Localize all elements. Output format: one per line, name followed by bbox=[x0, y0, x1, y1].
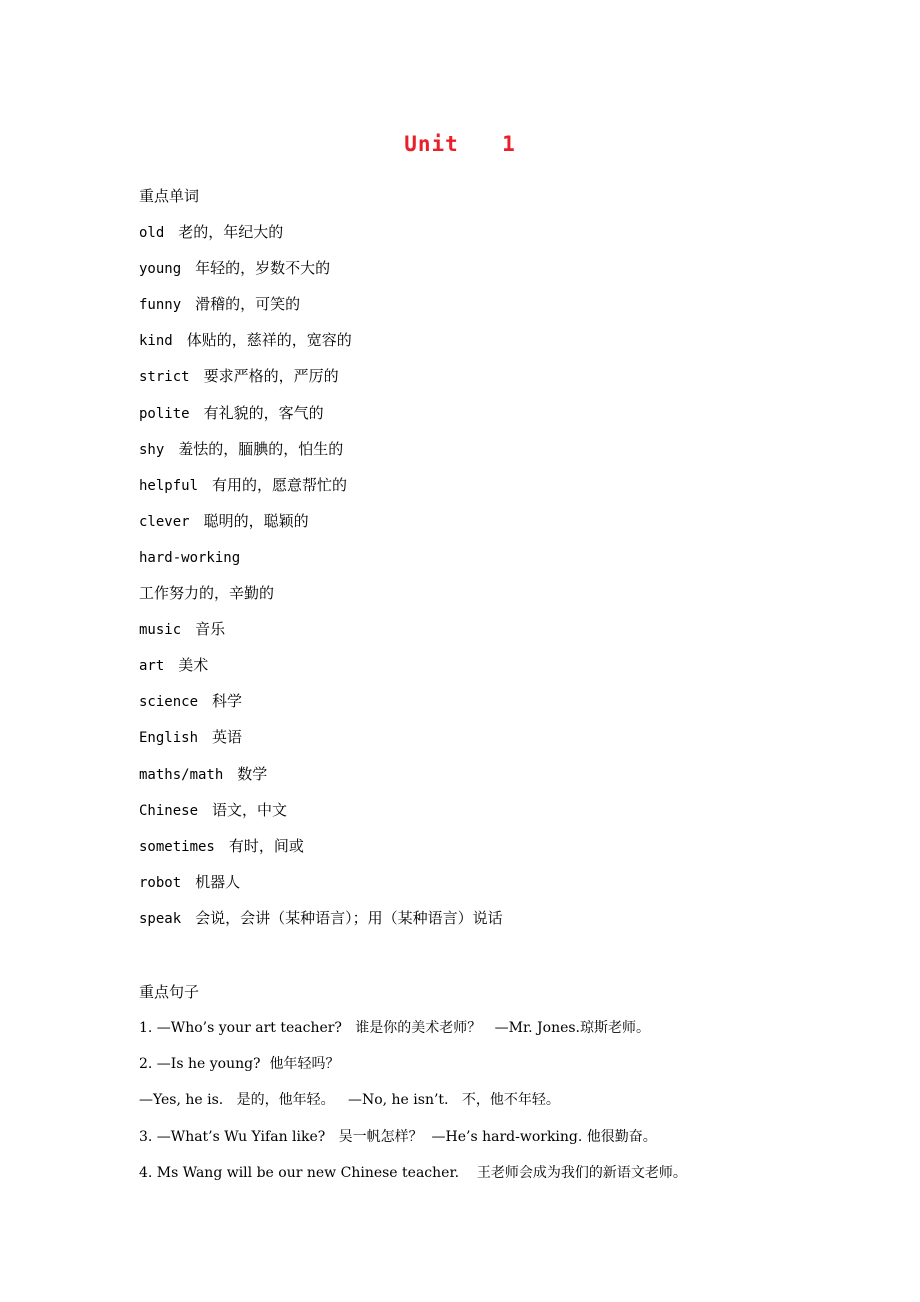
vocab-meaning: 音乐 bbox=[195, 620, 226, 639]
vocab-meaning: 有用的，愿意帮忙的 bbox=[212, 475, 348, 494]
vocab-word: helpful bbox=[139, 477, 199, 494]
sentences-heading: 重点句子 bbox=[139, 983, 200, 1001]
vocab-meaning: 要求严格的，严厉的 bbox=[203, 367, 339, 386]
vocab-meaning: 有时，间或 bbox=[228, 836, 304, 855]
vocab-item bbox=[139, 511, 309, 532]
vocab-item bbox=[139, 691, 242, 712]
vocab-word: robot bbox=[139, 874, 182, 891]
vocab-meaning: 老的，年纪大的 bbox=[178, 223, 284, 241]
sentence-item: 3. —What’s Wu Yifan like? 吴一帆怎样？ —He’s hard-working. 他很勤奋。 bbox=[139, 1128, 657, 1145]
vocab-item bbox=[139, 330, 352, 351]
sentence-item: —Yes, he is. 是的，他年轻。 —No, he isn’t. 不，他不年轻。 bbox=[139, 1092, 560, 1109]
vocab-word: sometimes bbox=[139, 838, 215, 855]
vocab-word: English bbox=[139, 730, 199, 747]
vocab-item bbox=[139, 583, 274, 603]
vocab-word: music bbox=[139, 622, 182, 639]
vocab-meaning: 科学 bbox=[212, 692, 243, 711]
vocab-item bbox=[139, 403, 324, 424]
vocab-meaning: 滑稽的，可笑的 bbox=[195, 295, 301, 314]
vocab-word: clever bbox=[139, 513, 190, 530]
vocab-meaning: 机器人 bbox=[195, 872, 241, 891]
vocab-word: polite bbox=[139, 405, 190, 422]
vocab-meaning: 语文，中文 bbox=[212, 800, 288, 819]
vocab-word: Chinese bbox=[139, 802, 199, 819]
vocab-item bbox=[139, 800, 287, 821]
vocab-word: speak bbox=[139, 910, 182, 927]
vocab-meaning: 聪明的，聪颖的 bbox=[203, 511, 309, 530]
vocab-item bbox=[139, 764, 267, 785]
vocab-meaning: 工作努力的，辛勤的 bbox=[139, 584, 275, 602]
vocab-word: maths/math bbox=[139, 766, 224, 783]
vocab-meaning: 会说，会讲（某种语言）；用（某种语言）说话 bbox=[195, 908, 503, 927]
vocab-item bbox=[139, 727, 242, 748]
vocab-item bbox=[139, 294, 300, 315]
vocab-meaning: 英语 bbox=[212, 728, 243, 747]
vocab-item bbox=[139, 908, 503, 929]
vocab-meaning: 羞怯的，腼腆的，怕生的 bbox=[178, 439, 344, 458]
vocab-word: art bbox=[139, 658, 165, 675]
vocab-meaning: 美术 bbox=[178, 656, 209, 675]
vocab-item bbox=[139, 619, 225, 640]
vocab-heading: 重点单词 bbox=[139, 187, 200, 205]
vocab-item bbox=[139, 547, 240, 568]
vocab-meaning: 数学 bbox=[237, 764, 268, 783]
vocab-meaning: 年轻的，岁数不大的 bbox=[195, 259, 331, 278]
vocab-item bbox=[139, 872, 240, 893]
vocab-item bbox=[139, 222, 283, 243]
vocab-item bbox=[139, 475, 347, 496]
vocab-word: young bbox=[139, 261, 182, 278]
vocab-word: old bbox=[139, 225, 165, 241]
vocab-word: strict bbox=[139, 369, 190, 386]
vocab-item bbox=[139, 836, 304, 857]
vocab-item bbox=[139, 366, 339, 387]
page-title: Unit 1 bbox=[404, 132, 516, 156]
vocab-item bbox=[139, 258, 330, 279]
vocab-meaning: 体贴的，慈祥的，宽容的 bbox=[186, 331, 352, 350]
vocab-word: shy bbox=[139, 441, 165, 458]
vocab-meaning: 有礼貌的，客气的 bbox=[203, 403, 324, 422]
vocab-item bbox=[139, 655, 208, 676]
vocab-word: hard-working bbox=[139, 549, 241, 566]
sentence-item: 1. —Who’s your art teacher? 谁是你的美术老师？ —Mr. Jones.琼斯老师。 bbox=[139, 1020, 651, 1036]
sentence-item: 4. Ms Wang will be our new Chinese teacher. 王老师会成为我们的新语文老师。 bbox=[139, 1164, 687, 1181]
sentence-item: 2. —Is he young? 他年轻吗？ bbox=[139, 1056, 340, 1073]
vocab-item bbox=[139, 439, 343, 460]
vocab-word: funny bbox=[139, 297, 182, 314]
vocab-word: science bbox=[139, 694, 199, 711]
vocab-word: kind bbox=[139, 333, 173, 350]
